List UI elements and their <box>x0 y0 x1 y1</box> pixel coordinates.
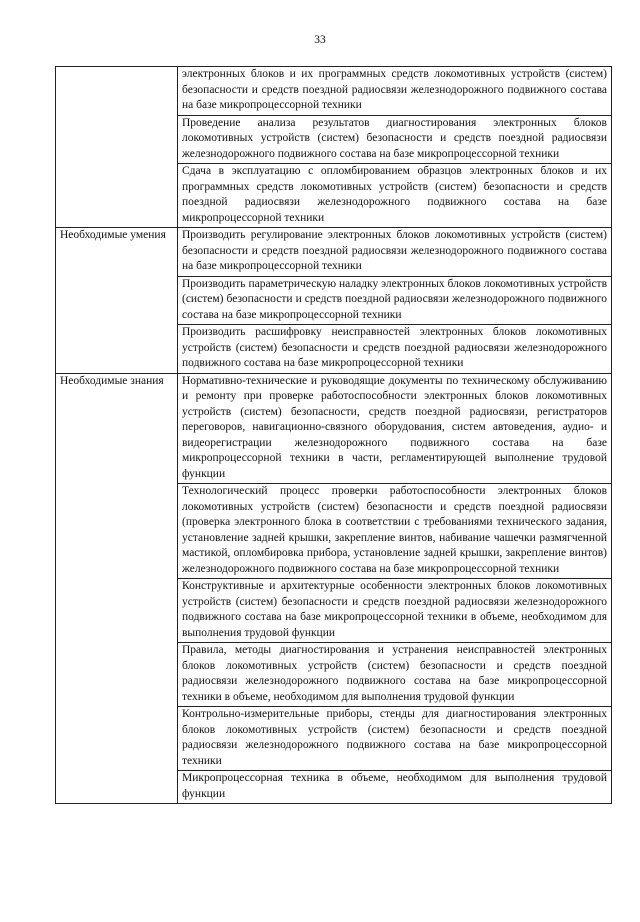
description-cell: Производить регулирование электронных блоков локомотивных устройств (систем) безопасности и средств поездной радиосвязи железнодорожного подвижного состава на базе микропроцессорной техники <box>178 228 612 277</box>
table-row <box>56 228 612 277</box>
description-cell: Правила, методы диагностирования и устранения неисправностей электронных блоков локомотивных устройств (систем) безопасности и средств поездной радиосвязи железнодорожного подвижного состава на базе микропроцессорной техники в объеме, необходимом для выполнения трудовой функции <box>178 643 612 707</box>
page-number: 33 <box>314 34 326 46</box>
description-cell: Нормативно-технические и руководящие документы по техническому обслуживанию и ремонту при проверке работоспособности электронных блоков локомотивных устройств (систем) безопасности, средств поездной радиосвязи, регистраторов переговоров, навигационно-связного оборудования, систем автоведения, аудио- и видеорегистрации железнодорожного подвижного состава на базе микропроцессорной техники в части, регламентирующей выполнение трудовой функции <box>178 373 612 484</box>
description-cell: Контрольно-измерительные приборы, стенды для диагностирования электронных блоков локомотивных устройств (систем) безопасности и средств поездной радиосвязи железнодорожного подвижного состава на базе микропроцессорной техники <box>178 707 612 771</box>
description-cell: Сдача в эксплуатацию с опломбированием образцов электронных блоков и их программных средств локомотивных устройств (систем) безопасности и средств поездной радиосвязи железнодорожного подвижного состава на базе микропроцессорной техники <box>178 164 612 228</box>
requirements-table <box>55 66 612 804</box>
description-cell: Производить расшифровку неисправностей электронных блоков локомотивных устройств (систем) безопасности и средств поездной радиосвязи железнодорожного подвижного состава на базе микропроцессорной техники <box>178 325 612 374</box>
description-cell: электронных блоков и их программных средств локомотивных устройств (систем) безопасности и средств поездной радиосвязи железнодорожного подвижного состава на базе микропроцессорной техники <box>178 67 612 116</box>
table-row <box>56 67 612 116</box>
description-cell: Микропроцессорная техника в объеме, необходимом для выполнения трудовой функции <box>178 771 612 804</box>
description-cell: Производить параметрическую наладку электронных блоков локомотивных устройств (систем) безопасности и средств поездной радиосвязи железнодорожного подвижного состава на базе микропроцессорной техники <box>178 276 612 325</box>
description-cell: Проведение анализа результатов диагностирования электронных блоков локомотивных устройств (систем) безопасности и средств поездной радиосвязи железнодорожного подвижного состава на базе микропроцессорной техники <box>178 115 612 164</box>
table-row <box>56 373 612 484</box>
row-label-knowledge: Необходимые знания <box>56 373 178 804</box>
description-cell: Технологический процесс проверки работоспособности электронных блоков локомотивных устройств (систем) безопасности и средств поездной радиосвязи (проверка электронного блока в соответствии с требованиями технического задания, установление задней крышки, закрепление винтов, набивание чашечки размягченной мастикой, опломбировка прибора, установление задней крышки, закрепление винтов) железнодорожного подвижного состава на базе микропроцессорной техники <box>178 484 612 579</box>
description-cell: Конструктивные и архитектурные особенности электронных блоков локомотивных устройств (систем) безопасности и средств поездной радиосвязи железнодорожного подвижного состава на базе микропроцессорной техники в объеме, необходимом для выполнения трудовой функции <box>178 579 612 643</box>
row-label-skills: Необходимые умения <box>56 228 178 374</box>
row-label-cell <box>56 67 178 228</box>
